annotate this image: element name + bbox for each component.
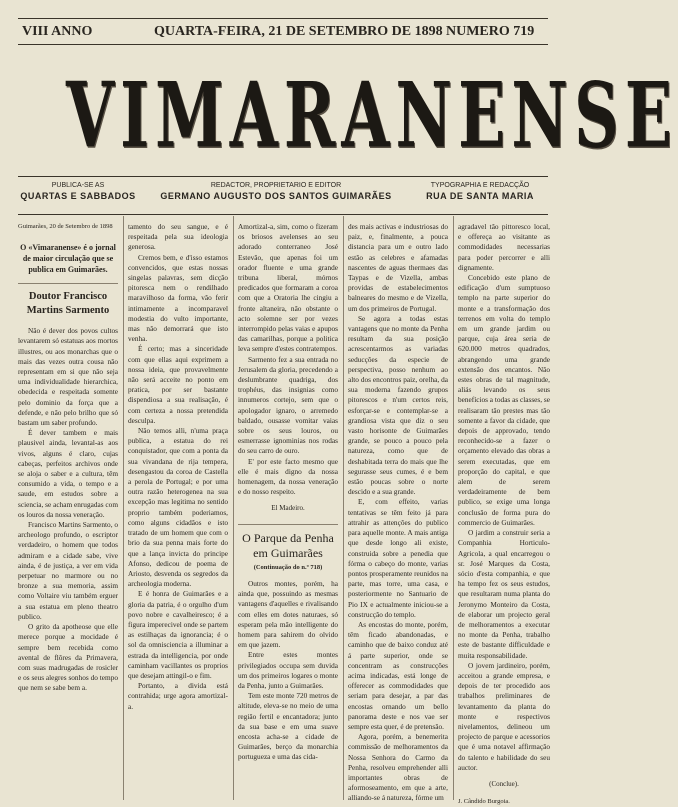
masthead-rule: [18, 176, 548, 177]
schedule-label: PUBLICA-SE AS: [51, 182, 105, 189]
paragraph: Entre estes montes privilegiados occupa sem duvida um dos primeiros logares o monte da Penha, junto a Guimarães.: [238, 650, 338, 690]
paragraph: O jardim a construir seria a Companhia Horticulo-Agricola, a qual encarregou o sr. José Marques da Costa, sócio d'esta companhia, e que ha tempo fez os seus estudos, que resultaram numa planta do Jeronymo Monteiro da Costa, de elaborar um projecto geral de melhoramentos a executar no monte da Penha, trabalho este de bastante difficuldade e muita responsabilidade.: [458, 528, 550, 660]
paragraph: É certo; mas a sinceridade com que ellas aqui exprimem a nossa ideia, que provavelmente não será acceite no ponto em pratica, por ser bastante dispendiosa a sua realisação, é com certeza a nossa pretendida desculpa.: [128, 344, 228, 425]
paragraph: Concebido este plano de edificação d'um sumptuoso templo na parte superior do monte e a transformação dos terrenos em volta do templo em um grande jardim ou parque, cuja área seria de 620.000 metros quadrados, abrangendo uma grande extensão dos encantos. Não estes obras de tal magnitude, aliás levando os seus benefícios a todas as classes, se realisaram tão prestes mas tão somente a favor da cidade, que depois de approvado, tendo reconhecido-se a fazer o orçamento elevado das obras a serem executadas, que em proporção do capital, e que alem de serem verdadeiramente de bem publico, se exige uma longa conclusão de forma pura do commercio de Guimarães.: [458, 273, 550, 527]
paragraph: O jovem jardineiro, porém, acceitou a grande empresa, e depois de ter procedido aos trabalhos preliminares de levantamento da planta do monte e respectivos nivelamentos, delineou um projecto de parque e acessorios que é uma notavel affirmação do talento e habilidade do seu auctor.: [458, 660, 550, 772]
paragraph: Amortizal-a, sim, como o fizeram os briosos avelenses ao seu adorado conterraneo José Estevão, que apenas foi um orador fluente e uma grande tribuna liberal, mórnos predicados que formaram a coroa com que a Oratoria lhe cingiu a fronte altaneira, não obstante o acto solemne ser por vezes interrompido pelas vaias e apupos das camarilhas, porque a politica leva sempre d'estes contratempos.: [238, 222, 338, 354]
circulation-notice: O «Vimaranense» é o jornal de maior circulação que se publica em Guimarães.: [20, 243, 116, 275]
paragraph: E, com effeito, varias tentativas se têm feito já para attrahir as attenções do publico para aquelle monte. A mais antiga que desde longo ali existe, construida sobre a penedia que fórma o cabeço do monte, varias pontos prosperamente reunidos na parte, mas torre, uma casa, e posteriormente no Santuario de Pio IX e actualmente iniciou-se a construcção do templo.: [348, 497, 448, 619]
header-topline: [22, 24, 540, 44]
paragraph: Tem este monte 720 metros de altitude, eleva-se no meio de uma região fertil e encantadora; junto da sua base e em uma suave encosta acha-se a cidade de Guimarães, berço da monarchia portugueza e uma das cida-: [238, 691, 338, 762]
newspaper-page: [4, 4, 678, 806]
paragraph: Portanto, a divida está contrahida; urge agora amortizal-a.: [128, 681, 228, 711]
paragraph: Sarmento fez a sua entrada no Jerusalem da gloria, precedendo a deslumbrante quadriga, dos trophéus, das insignias como innumeros cortejo, sem que o apologador ignaro, o arremedo baldado, ousasse vomitar vaias sobre os seus louros, ou esmerrasse ignominias nos rodas do seu carro de ouro.: [238, 354, 338, 456]
editor-label: REDACTOR, PROPRIETARIO E EDITOR: [210, 182, 342, 189]
column-4: [348, 222, 448, 803]
paragraph: É dever tambem e mais plausivel ainda, levantal-as aos vivos, alguns é claro, cujas cabeças, perfeitos archivos onde se aloja o saber e a cultura, têm consumido a vida, o tempo e a saude, em estudos sobre a sciencia, se acham enrugadas com os louros da nossa veneração.: [18, 428, 118, 519]
top-rule: [18, 18, 548, 19]
paragraph: E é honra de Guimarães e a gloria da patria, é o orgulho d'um povo nobre e cavalheiresco; é a figura imperecivel onde se partem as estilhaças da ignorancia; é o sol da omnisciencia a illuminar a estrada da intelligencia, por onde caminham vacillantes os proprios que desejam attingil-o e fim.: [128, 589, 228, 680]
column-divider: [123, 216, 124, 800]
column-divider: [233, 216, 234, 800]
column-divider: [453, 216, 454, 800]
continuation-note: (Continuação do n.º 718): [253, 563, 323, 571]
to-be-continued: (Conclue).: [489, 779, 519, 788]
column-5: [458, 222, 550, 806]
office-label: TYPOGRAPHIA E REDACÇÃO: [430, 182, 530, 189]
office-info: [414, 181, 546, 215]
year-label: VIII ANNO: [22, 24, 93, 39]
header-rule: [18, 44, 548, 45]
paragraph: tamento do seu sangue, e é respeitada pela sua ideologia generosa.: [128, 222, 228, 252]
paragraph: Cremos bem, e d'isso estamos convencidos, que estas nossas singelas palavras, sem dicção pitoresca nem o rendilhado maravilhoso da forma, vão ferir intimamente a incomparavel modestia do vulto importante, mas não demorrará que isto venha.: [128, 252, 228, 344]
paragraph: O grito da apotheose que elle merece porque a mocidade é sempre bem recebida como avental de flôres da Primavera, com suas madrugadas de rosicler e os seus alegres sonhos do tempo que nem se sabe bem a.: [18, 622, 118, 693]
masthead-title: VIMARANENSE: [66, 62, 678, 169]
author-signature: El Madeiro.: [271, 504, 305, 513]
paragraph: Não é dever dos povos cultos levantarem só estatuas aos mortos illustres, ou aos monarchas que o mais das vezes outra cousa não representam em si que não seja uma individualidade hierarchica, obedecida e respeitada somente pelo dominio da força que a defende, e não pelo brilho que só bastam um saber profundo.: [18, 326, 118, 428]
author-signature: J. Cândido Burgoia.: [458, 798, 510, 806]
schedule-days: QUARTAS E SABBADOS: [20, 191, 136, 201]
issue-date: QUARTA-FEIRA, 21 DE SETEMBRO DE 1898: [154, 24, 443, 39]
paragraph: des mais activas e industriosas do paiz, e, finalmente, a pouca distancia para um e outro lado estão as celebres e afamadas nascentes de aguas thermaes das Taypas e de Vizella, ambas providas de estabelecimentos balneares do mesmo e de Vizella, um dos primeiros de Portugal.: [348, 222, 448, 313]
office-address: RUA DE SANTA MARIA: [426, 191, 534, 201]
column-divider: [343, 216, 344, 800]
paragraph: As encostas do monte, porém, têm ficado abandonadas, e caminho que de baixo conduz até á parte superior, onde se concentram as construcções acima indicadas, está longe de offerecer as commodidades que seriam para desejar, a par das encostas ornando um bello panorama deste e nos vae ser sempre esta quer, é de pretensão.: [348, 619, 448, 731]
paragraph: Francisco Martins Sarmento, o archeologo profundo, o escriptor verdadeiro, o homem que todos admiram e a cidade sabe, vive ainda, é de justiça, a ver em vida perpetuar no marmore ou no bronze a sua memoria, assim como Voltaire viu também erguer a sua estatua em pleno theatro publico.: [18, 520, 118, 621]
editor-info: [146, 181, 406, 215]
paragraph: Não temos alli, n'uma praça publica, a estatua do rei conquistador, que com a ponta da sua vivandana de rija tempera, desengastou da coroa de Castella a perola de Portugal; e por uma outra razão heterogenea na sua excepção mas legitima no sentido proprio também poderiamos, como alguns cidadãos e isto tratado de um homem que com o brio da sua penna mais forte do que a lança invicta do principe Afonso, dedicou de poema de Ariosto, desvenda os segredos da archeologia moderna.: [128, 426, 228, 589]
editor-name: GERMANO AUGUSTO DOS SANTOS GUIMARÃES: [160, 191, 392, 201]
article-heading-sarmento: Doutor Francisco Martins Sarmento: [18, 283, 118, 318]
paragraph: agradavel tão pittoresco local, e offereça ao visitante as commodidades necessarias para poder percorrer e alli dignamente.: [458, 222, 550, 272]
column-1: [18, 222, 118, 796]
article-heading-parque: O Parque da Penha em Guimarães: [238, 524, 338, 561]
paragraph: Se agora a todas estas vantagens que no monte da Penha resultam da sua posição acrescentarmos as variadas seducções da especie de perspectiva, posso nenhum ao alto dos encontros paiz, orelha, da sua moderna fazendo grupos pitorescos e n'um certos reis, esforçar-se e contemplar-se a grandiosa vista que diz o seu vasto horisonte de Guimarães grande, se pouco a pouco pela natureza, como que de deshabitada terra do mais que lhe segurasse seus cumes, é e bem estão poucas sobre o norte descido e a sua grande.: [348, 313, 448, 497]
paragraph: E' por este facto mesmo que elle é mais digno da nossa homenagem, da nossa veneração e do nosso respeito.: [238, 456, 338, 497]
paragraph: Outros montes, porém, ha ainda que, possuindo as mesmas vantagens d'aquelles e rivalisando com elles em dotes naturaes, só esperam pela mão intelligente do homem para sahirem do olvido em que jazem.: [238, 578, 338, 650]
publication-schedule: [18, 181, 138, 215]
column-3: [238, 222, 338, 796]
subheader-rule: [18, 214, 548, 215]
dateline: Guimarães, 20 de Setembro de 1898: [18, 223, 113, 230]
column-2: [128, 222, 228, 796]
issue-number: NUMERO 719: [446, 24, 535, 39]
paragraph: Agora, porém, a benemerita commissão de melhoramentos da Nossa Senhora do Carmo da Penha, resolveu emprehender alli importantes obras de aformoseamento, em que a arte, alliando-se á natureza, fórme um: [348, 732, 448, 803]
